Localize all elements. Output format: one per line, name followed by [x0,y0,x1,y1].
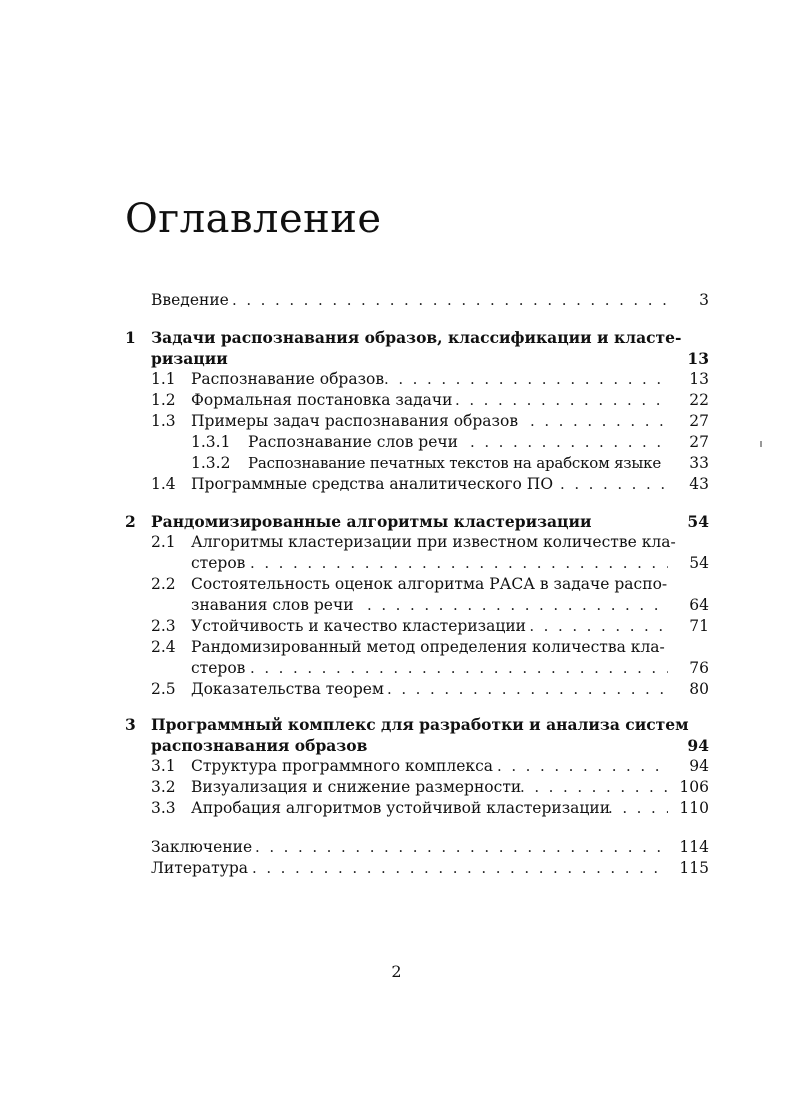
toc-page: 27 [689,412,709,430]
chapter-title-line-1: Программный комплекс для разработки и анализа систем [151,715,689,734]
toc-label: Примеры задач распознавания образов [191,412,519,430]
toc-chapter-1[interactable] [0,327,793,348]
toc-label-line-1: Рандомизированный метод определения количества кла- [191,638,665,656]
toc-label: Программные средства аналитического ПО [191,475,554,493]
toc-label-line-2: знавания слов речи [191,596,354,614]
chapter-title-line-2: ризации [151,349,228,368]
toc-label: Распознавание образов [191,370,385,388]
toc-page: 94 [689,757,709,775]
section-number: 1.3.1 [191,433,231,451]
chapter-number: 3 [125,715,136,734]
leader-dots [384,369,668,390]
leader-dots [232,290,668,311]
toc-page: 54 [689,554,709,572]
toc-label: Заключение [151,838,253,856]
leader-dots [470,432,668,453]
section-number: 1.4 [151,475,176,493]
toc-label: Литература [151,859,249,877]
toc-section-2-5[interactable] [0,679,793,700]
toc-page: 114 [679,838,709,856]
section-number: 3.1 [151,757,176,775]
page-number: 2 [391,962,402,981]
section-number: 2.1 [151,533,176,551]
leader-dots [367,595,668,616]
section-number: 2.2 [151,575,176,593]
toc-section-2-1-cont[interactable] [0,553,793,574]
toc-section-1-2[interactable] [0,390,793,411]
toc-section-2-2[interactable] [0,574,793,595]
leader-dots [250,658,668,679]
toc-label-line-2: стеров [191,659,246,677]
toc-section-2-4[interactable] [0,637,793,658]
toc-page: 13 [687,349,709,368]
toc-page: 80 [689,680,709,698]
section-number: 3.2 [151,778,176,796]
toc-label-line-2: стеров [191,554,246,572]
leader-dots [250,553,668,574]
toc-page: 3 [699,291,709,309]
leader-dots [515,616,668,637]
leader-dots [255,837,668,858]
toc-label: Доказательства теорем [191,680,384,698]
toc-chapter-2[interactable] [0,511,793,532]
toc-page: 54 [687,512,709,531]
toc-section-2-3[interactable] [0,616,793,637]
toc-section-1-4[interactable] [0,474,793,495]
toc-page: 71 [689,617,709,635]
toc-section-1-1[interactable] [0,369,793,390]
toc-page: 76 [689,659,709,677]
toc-page: 43 [689,475,709,493]
toc-page: 22 [689,391,709,409]
leader-dots [497,756,668,777]
section-number: 1.3.2 [191,454,231,472]
scan-speck [760,441,762,447]
leader-dots [530,411,668,432]
toc-label-line-1: Алгоритмы кластеризации при известном количестве кла- [191,533,676,551]
toc-section-3-1[interactable] [0,756,793,777]
chapter-number: 1 [125,328,136,347]
toc-page: 94 [687,736,709,755]
toc-label: Визуализация и снижение размерности [191,778,522,796]
section-number: 1.1 [151,370,176,388]
toc-section-2-4-cont[interactable] [0,658,793,679]
toc-page: 64 [689,596,709,614]
section-number: 2.4 [151,638,176,656]
chapter-number: 2 [125,512,136,531]
leader-dots [387,679,668,700]
toc-section-3-3[interactable] [0,798,793,819]
toc-subsection-1-3-1[interactable] [0,432,793,453]
section-number: 2.5 [151,680,176,698]
leader-dots [520,777,668,798]
toc-label: Структура программного комплекса [191,757,494,775]
toc-section-1-3[interactable] [0,411,793,432]
toc-entry-literature[interactable] [0,858,793,879]
chapter-title: Рандомизированные алгоритмы кластеризации [151,512,592,531]
toc-chapter-3[interactable] [0,714,793,735]
toc-label-line-1: Состоятельность оценок алгоритма РАСА в задаче распо- [191,575,668,593]
leader-dots [455,390,668,411]
section-number: 1.2 [151,391,176,409]
toc-entry-conclusion[interactable] [0,837,793,858]
toc-label: Устойчивость и качество кластеризации [191,617,527,635]
toc-section-2-1[interactable] [0,532,793,553]
chapter-title-line-2: распознавания образов [151,736,368,755]
leader-dots [252,858,668,879]
toc-page: 115 [679,859,709,877]
toc-page: 13 [689,370,709,388]
toc-chapter-3-cont[interactable] [0,735,793,756]
toc-label: Формальная постановка задачи [191,391,453,409]
toc-entry-intro[interactable] [0,290,793,311]
section-number: 3.3 [151,799,176,817]
section-number: 2.3 [151,617,176,635]
page-title: Оглавление [125,196,382,242]
chapter-title-line-1: Задачи распознавания образов, классификации и класте- [151,328,682,347]
toc-label: Введение [151,291,229,309]
toc-label: Распознавание слов речи [248,433,458,451]
toc-label: Распознавание печатных текстов на арабском языке [248,454,662,472]
toc-section-2-2-cont[interactable] [0,595,793,616]
toc-page: 33 [689,454,709,472]
toc-subsection-1-3-2[interactable] [0,453,793,474]
toc-page: 27 [689,433,709,451]
section-number: 1.3 [151,412,176,430]
toc-chapter-1-cont[interactable] [0,348,793,369]
toc-page: 106 [679,778,709,796]
toc-label: Апробация алгоритмов устойчивой кластеризации [191,799,611,817]
toc-page: 110 [679,799,709,817]
toc-section-3-2[interactable] [0,777,793,798]
